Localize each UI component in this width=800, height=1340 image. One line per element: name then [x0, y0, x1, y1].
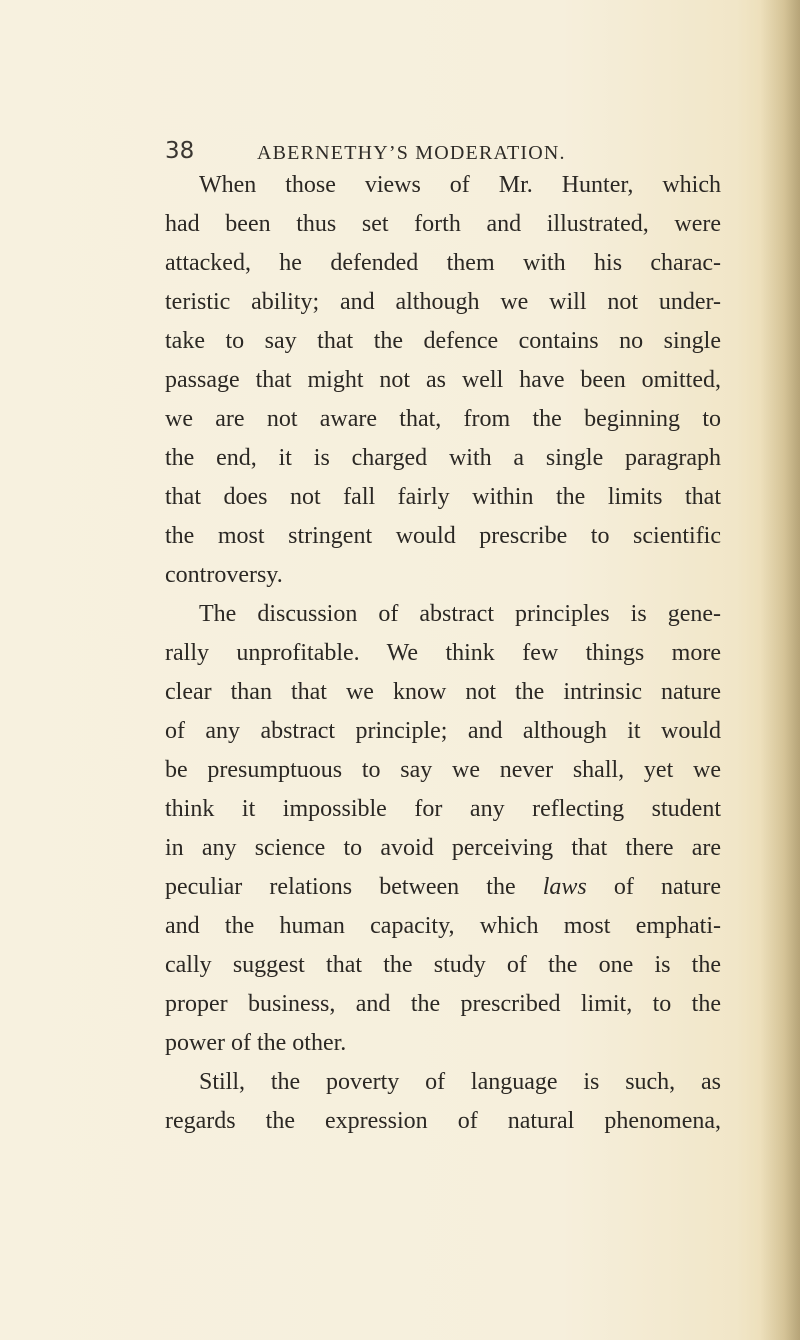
text-line: be presumptuous to say we never shall, yet we	[165, 757, 721, 783]
paragraph-1	[165, 166, 721, 595]
text-segment: peculiar relations between the	[165, 874, 516, 900]
text-line: proper business, and the prescribed limit, to the	[165, 991, 721, 1017]
italic-word: laws	[542, 874, 587, 900]
text-line: passage that might not as well have been omitted,	[165, 367, 721, 393]
text-line: Still, the poverty of language is such, as	[199, 1069, 721, 1095]
text-line: controversy.	[165, 562, 283, 588]
paragraph-3	[165, 1063, 721, 1141]
text-line: power of the other.	[165, 1030, 347, 1056]
text-line: When those views of Mr. Hunter, which	[199, 172, 721, 198]
text-line: the end, it is charged with a single paragraph	[165, 445, 721, 471]
page-edge-shadow	[760, 0, 800, 1340]
text-line: cally suggest that the study of the one is the	[165, 952, 721, 978]
text-line: think it impossible for any reflecting student	[165, 796, 721, 822]
running-title: ABERNETHY’S MODERATION.	[257, 142, 566, 164]
page-number: 38	[165, 138, 195, 164]
text-line: we are not aware that, from the beginning to	[165, 406, 721, 432]
text-segment: of nature	[613, 874, 721, 900]
text-line: had been thus set forth and illustrated, were	[165, 211, 721, 237]
text-line: that does not fall fairly within the limits that	[165, 484, 721, 510]
body-text	[165, 166, 721, 1141]
text-line: take to say that the defence contains no single	[165, 328, 721, 354]
text-line: rally unprofitable. We think few things more	[165, 640, 721, 666]
text-line: and the human capacity, which most emphati-	[165, 913, 721, 939]
text-line: of any abstract principle; and although it would	[165, 718, 721, 744]
text-line-mixed	[165, 868, 721, 907]
text-line: teristic ability; and although we will not under-	[165, 289, 721, 315]
text-line: the most stringent would prescribe to scientific	[165, 523, 721, 549]
text-line: The discussion of abstract principles is gene-	[199, 601, 721, 627]
text-line: attacked, he defended them with his charac-	[165, 250, 721, 276]
paragraph-2	[165, 595, 721, 1063]
text-line: clear than that we know not the intrinsic nature	[165, 679, 721, 705]
text-line: in any science to avoid perceiving that there are	[165, 835, 721, 861]
text-line: regards the expression of natural phenomena,	[165, 1108, 721, 1134]
